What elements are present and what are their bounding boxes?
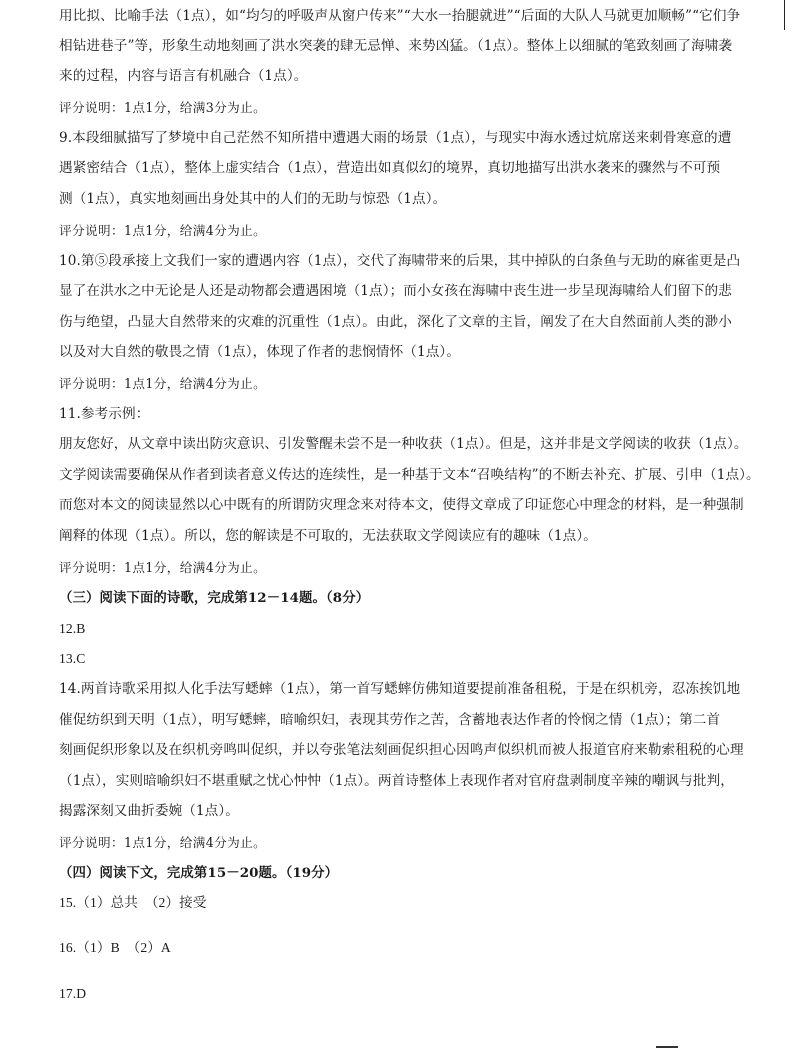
- q17-answer: 17.D: [59, 986, 87, 1001]
- q8-answer-line-2: 相钻进巷子”等，形象生动地刻画了洪水突袭的肆无忌惮、来势凶猛。（1点）。整体上以细腻的笔致刻画了海啸袭: [59, 38, 733, 54]
- page-border-line: [784, 0, 785, 30]
- section-3-heading: （三）阅读下面的诗歌，完成第12－14题。（8分）: [59, 590, 370, 606]
- q14-answer-line-4: （1点），实则暗喻织妇不堪重赋之忧心忡忡（1点）。两首诗整体上表现作者对官府盘剥制度辛辣的嘲讽与批判，: [59, 773, 734, 789]
- q11-scoring-note: 评分说明：1点1分，给满4分为止。: [59, 560, 267, 575]
- q10-answer-line-3: 伤与绝望，凸显大自然带来的灾难的沉重性（1点）。由此，深化了文章的主旨，阐发了在大自然面前人类的渺小: [59, 314, 732, 330]
- q9-answer-line-2: 遇紧密结合（1点），整体上虚实结合（1点），营造出如真似幻的境界，真切地描写出洪水袭来的骤然与不可预: [59, 160, 721, 176]
- q10-scoring-note: 评分说明：1点1分，给满4分为止。: [59, 376, 267, 391]
- q14-answer-line-5: 揭露深刻又曲折委婉（1点）。: [59, 803, 239, 819]
- q10-answer-line-4: 以及对大自然的敬畏之情（1点），体现了作者的悲悯情怀（1点）。: [59, 344, 461, 360]
- q14-answer-line-1: 14.两首诗歌采用拟人化手法写蟋蟀（1点），第一首写蟋蟀仿佛知道要提前准备租税，于是在织机旁，忍冻挨饥地: [59, 681, 741, 697]
- q14-scoring-note: 评分说明：1点1分，给满4分为止。: [59, 835, 267, 850]
- q8-scoring-note: 评分说明：1点1分，给满3分为止。: [59, 100, 267, 115]
- q15-answer: 15.（1）总共 （2）接受: [59, 895, 207, 910]
- q16-answer: 16.（1）B （2）A: [59, 940, 171, 955]
- section-4-heading: （四）阅读下文，完成第15－20题。（19分）: [59, 865, 339, 881]
- q10-answer-line-1: 10.第⑤段承接上文我们一家的遭遇内容（1点），交代了海啸带来的后果，其中掉队的白条鱼与无助的麻雀更是凸: [59, 253, 741, 269]
- q11-answer-line-4: 阐释的体现（1点）。所以，您的解读是不可取的，无法获取文学阅读应有的趣味（1点）。: [59, 528, 597, 544]
- q8-answer-line-1: 用比拟、比喻手法（1点），如“均匀的呼吸声从窗户传来”“大水一抬腿就进”“后面的大队人马就更加顺畅”“它们争: [59, 8, 741, 24]
- q11-answer-line-1: 朋友您好，从文章中读出防灾意识、引发警醒未尝不是一种收获（1点）。但是，这并非是文学阅读的收获（1点）。: [59, 436, 748, 452]
- q8-answer-line-3: 来的过程，内容与语言有机融合（1点）。: [59, 68, 308, 84]
- q12-answer: 12.B: [59, 621, 86, 636]
- q11-answer-line-2: 文学阅读需要确保从作者到读者意义传达的连续性，是一种基于文本“召唤结构”的不断去补充、扩展、引申（1点）。: [59, 467, 760, 483]
- q14-answer-line-2: 催促纺织到天明（1点），明写蟋蟀，暗喻织妇，表现其劳作之苦，含蓄地表达作者的怜悯之情（1点）；第二首: [59, 712, 721, 728]
- q9-answer-line-1: 9.本段细腻描写了梦境中自己茫然不知所措中遭遇大雨的场景（1点），与现实中海水透过炕席送来刺骨寒意的遭: [59, 130, 732, 146]
- q11-answer-line-3: 而您对本文的阅读显然以心中既有的所谓防灾理念来对待本文，使得文章成了印证您心中理念的材料，是一种强制: [59, 497, 744, 513]
- q11-heading: 11.参考示例：: [59, 406, 150, 422]
- q13-answer: 13.C: [59, 651, 86, 666]
- q14-answer-line-3: 刻画促织形象以及在织机旁鸣叫促织，并以夸张笔法刻画促织担心因鸣声似织机而被人报道官府来勒索租税的心理: [59, 742, 744, 758]
- q10-answer-line-2: 显了在洪水之中无论是人还是动物都会遭遇困境（1点）；而小女孩在海啸中丧生进一步呈现海啸给人们留下的悲: [59, 283, 732, 299]
- q9-answer-line-3: 测（1点），真实地刻画出身处其中的人们的无助与惊恐（1点）。: [59, 191, 447, 207]
- q9-scoring-note: 评分说明：1点1分，给满4分为止。: [59, 223, 267, 238]
- footer-mark: [656, 1046, 678, 1048]
